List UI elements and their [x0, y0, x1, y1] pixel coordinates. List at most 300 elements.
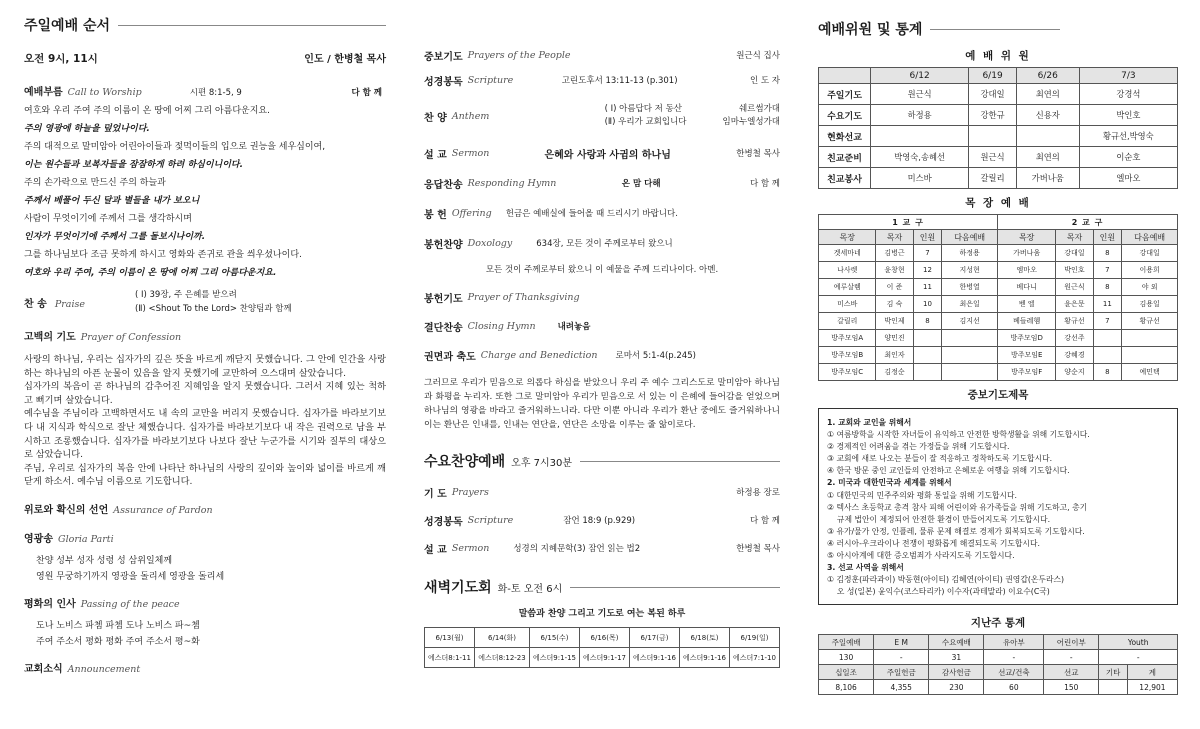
blank-cell — [819, 68, 871, 84]
item-english: Offering — [451, 207, 492, 219]
stats-cell: 12,901 — [1127, 680, 1177, 695]
prayer-item: ⑤ 아시아계에 대한 증오범죄가 사라지도록 기도합시다. — [827, 551, 1015, 561]
parish-cell: 최은일 — [942, 296, 998, 313]
parish-cell: 박인호 — [1056, 262, 1093, 279]
staff-member: 최연의 — [1016, 147, 1079, 168]
call-line: 이는 원수들과 보복자들을 잠잠하게 하려 하심이니이다. — [24, 160, 244, 170]
call-line: 사람이 무엇이기에 주께서 그를 생각하시며 — [24, 214, 192, 224]
prayer-item: ④ 러시아-우크라이나 전쟁이 평화롭게 해결되도록 기도합시다. — [827, 538, 1040, 548]
peace-row — [24, 595, 386, 610]
parish-cell: 박인제 — [876, 313, 913, 330]
parish-cell: 11 — [913, 279, 942, 296]
stats-cell: 계 — [1127, 665, 1177, 680]
item-label: 봉 헌 — [424, 209, 447, 221]
wednesday-title-row — [424, 450, 780, 472]
item-english: Prayers of the People — [467, 49, 571, 61]
order-item — [424, 340, 780, 370]
parish-cell: 강혜경 — [1056, 347, 1093, 364]
order-item — [424, 44, 780, 66]
wednesday-service — [424, 450, 780, 562]
parish-group: 2 교 구 — [998, 215, 1178, 230]
page-title: 주일예배 순서 — [24, 18, 111, 34]
item-detail: 온 맘 다해 — [621, 179, 661, 189]
parish-cell: 방주모임C — [819, 364, 876, 381]
call-line: 주의 손가락으로 만드신 주의 하늘과 — [24, 178, 166, 188]
parish-row — [819, 330, 1178, 347]
item-detail: 고린도후서 13:11-13 (p.301) — [561, 76, 678, 86]
call-to-worship-text — [24, 102, 386, 282]
anthem-lines — [605, 103, 780, 129]
praise-line-1: ( Ⅰ) 39장, 주 은혜를 받으려 — [134, 290, 237, 300]
parish-header-row — [819, 230, 1178, 245]
stats-cell: 선교 — [1044, 665, 1099, 680]
anthem-row — [424, 94, 780, 138]
gloria-line-2: 영원 무궁하기까지 영광을 돌리세 영광을 돌리세 — [36, 571, 225, 582]
parish-cell: 11 — [1093, 296, 1122, 313]
parish-cell: 김병근 — [876, 245, 913, 262]
parish-cell — [942, 330, 998, 347]
item-detail: 성경의 지혜문학(3) 잠언 읽는 법2 — [513, 544, 641, 554]
parish-cell — [913, 347, 942, 364]
staff-member: 가버나움 — [1016, 168, 1079, 189]
parish-cell: 방주모임D — [998, 330, 1056, 347]
section-title — [24, 14, 386, 36]
order-item — [424, 66, 780, 94]
parish-cell: 7 — [1093, 313, 1122, 330]
parish-cell: 8 — [1093, 279, 1122, 296]
parish-cell: 방주모임F — [998, 364, 1056, 381]
dawn-reading: 에스더9:1-16 — [630, 648, 680, 668]
parish-cell: 12 — [913, 262, 942, 279]
staff-row — [819, 84, 1178, 105]
item-label: 성경봉독 — [424, 516, 463, 528]
staff-role: 친교준비 — [819, 147, 871, 168]
parish-cell: 8 — [913, 313, 942, 330]
item-english: Praise — [54, 298, 85, 310]
order-item — [424, 506, 780, 534]
stats-cell: 어린이부 — [1044, 635, 1099, 650]
item-english: Anthem — [451, 110, 490, 122]
stats-row — [819, 635, 1178, 650]
item-label: 설 교 — [424, 149, 447, 161]
parish-cell — [1093, 347, 1122, 364]
item-label: 결단찬송 — [424, 322, 463, 334]
stats-cell: 4,355 — [874, 680, 929, 695]
item-english: Assurance of Pardon — [113, 504, 213, 516]
parish-row — [819, 262, 1178, 279]
parish-header: 인원 — [1093, 230, 1122, 245]
stats-cell: 8,106 — [819, 680, 874, 695]
staff-member: 이순호 — [1079, 147, 1177, 168]
stats-cell — [1099, 680, 1128, 695]
parish-cell: 방주모임A — [819, 330, 876, 347]
order-of-worship-column — [24, 0, 386, 675]
parish-cell: 양순지 — [1056, 364, 1093, 381]
dawn-day: 6/18(토) — [679, 628, 729, 648]
prayer-title: 중보기도제목 — [967, 389, 1029, 401]
parish-cell: 베들레헴 — [998, 313, 1056, 330]
staff-member: 엘마오 — [1079, 168, 1177, 189]
item-person: 한병철 목사 — [736, 149, 780, 159]
parish-header: 다음예배 — [1122, 230, 1178, 245]
stats-cell: 130 — [819, 650, 874, 665]
staff-date: 6/19 — [969, 68, 1017, 84]
service-time-row — [24, 50, 386, 66]
item-label: 권면과 축도 — [424, 351, 476, 363]
order-item — [424, 168, 780, 198]
stats-cell: 150 — [1044, 680, 1099, 695]
stats-cell: 유아부 — [984, 635, 1044, 650]
parish-cell: 윤창현 — [876, 262, 913, 279]
stats-cell: - — [984, 650, 1044, 665]
confession-text — [24, 353, 386, 489]
item-label: 예배부름 — [24, 87, 63, 98]
order-item — [424, 478, 780, 506]
stats-cell: 31 — [929, 650, 984, 665]
parish-cell: 윤은문 — [1056, 296, 1093, 313]
item-label: 설 교 — [424, 544, 447, 556]
anthem-line — [605, 103, 780, 116]
anthem-line — [605, 116, 780, 129]
staff-member — [1016, 126, 1079, 147]
staff-member: 미스바 — [871, 168, 969, 189]
parish-cell: 8 — [1093, 245, 1122, 262]
item-label: 봉헌기도 — [424, 293, 463, 305]
parish-cell: 최인자 — [876, 347, 913, 364]
parish-cell: 황규선 — [1122, 313, 1178, 330]
parish-cell: 양민진 — [876, 330, 913, 347]
parish-cell: 방주모임E — [998, 347, 1056, 364]
parish-cell: 이용희 — [1122, 262, 1178, 279]
parish-cell: 강대일 — [1056, 245, 1093, 262]
prayer-heading: 3. 선교 사역을 위해서 — [827, 563, 904, 573]
staff-member: 강한규 — [969, 105, 1017, 126]
staff-member — [969, 126, 1017, 147]
praise-line-2: (Ⅱ) <Shout To the Lord> 찬양팀과 함께 — [134, 304, 292, 314]
call-to-worship-row — [24, 83, 386, 98]
call-line: 여호와 우리 주여, 주의 이름이 온 땅에 어찌 그리 아름다운지요. — [24, 268, 277, 278]
dawn-day: 6/13(월) — [425, 628, 475, 648]
staff-row — [819, 126, 1178, 147]
gloria-line-1: 찬양 성부 성자 성령 성 삼위일체께 — [36, 555, 173, 566]
parish-cell: 7 — [1093, 262, 1122, 279]
item-detail: 634장, 모든 것이 주께로부터 왔으니 — [536, 239, 673, 249]
stats-cell: - — [1044, 650, 1099, 665]
stats-cell: 십일조 — [819, 665, 874, 680]
item-english: Call to Worship — [67, 87, 142, 98]
parish-cell — [942, 364, 998, 381]
staff-member: 최연의 — [1016, 84, 1079, 105]
item-person: 다 함 께 — [749, 179, 780, 189]
parish-cell: 하정용 — [942, 245, 998, 262]
parish-cell: 10 — [913, 296, 942, 313]
prayer-item: ③ 교회에 새로 나오는 분들이 잘 적응하고 정착하도록 기도합시다. — [827, 454, 1053, 464]
stats-cell: 230 — [929, 680, 984, 695]
prayer-heading: 1. 교회와 교인을 위해서 — [827, 418, 912, 427]
item-label: 위로와 확신의 선언 — [24, 504, 109, 516]
parish-cell — [1093, 330, 1122, 347]
item-person: 다 함 께 — [749, 516, 780, 526]
staff-member: 원근식 — [969, 147, 1017, 168]
dawn-title-row — [424, 576, 780, 598]
call-line: 주께서 베풀어 두신 달과 별들을 내가 보오니 — [24, 196, 200, 206]
item-english: Charge and Benediction — [480, 349, 598, 361]
dawn-day: 6/19(일) — [729, 628, 779, 648]
item-label: 성경봉독 — [424, 76, 463, 88]
stats-cell: 60 — [984, 680, 1044, 695]
item-english: Closing Hymn — [467, 320, 536, 332]
item-english: Announcement — [67, 663, 141, 675]
parish-group: 1 교 구 — [819, 215, 998, 230]
confession-paragraph: 주님, 우리로 십자가의 복음 안에 나타난 하나님의 사랑의 깊이와 높이와 넓이를 바르게 깨닫게 하소서. 예수님 이름으로 기도합니다. — [24, 462, 386, 488]
sermon-column — [424, 0, 780, 668]
dawn-reading: 에스더8:1-11 — [425, 648, 475, 668]
staff-member: 신용자 — [1016, 105, 1079, 126]
dawn-reading: 에스더7:1-10 — [729, 648, 779, 668]
item-english: Prayers — [451, 486, 489, 498]
parish-cell — [942, 347, 998, 364]
parish-cell: 이 준 — [876, 279, 913, 296]
item-label: 영광송 — [24, 533, 53, 545]
staff-row — [819, 147, 1178, 168]
parish-row — [819, 245, 1178, 262]
stats-row — [819, 665, 1178, 680]
parish-cell: 지성현 — [942, 262, 998, 279]
parish-cell — [913, 330, 942, 347]
parish-header: 인원 — [913, 230, 942, 245]
parish-cell: 예민택 — [1122, 364, 1178, 381]
peace-line-1: 도나 노비스 파쳄 파쳄 도나 노비스 파~쳄 — [36, 620, 200, 631]
parish-cell: 황규선 — [1056, 313, 1093, 330]
order-item — [424, 198, 780, 228]
wednesday-time: 오후 7시30분 — [511, 457, 573, 469]
parish-row — [819, 364, 1178, 381]
parish-cell — [913, 364, 942, 381]
item-detail: 헌금은 예배실에 들어올 때 드리시기 바랍니다. — [505, 209, 678, 219]
stats-title: 예배위원 및 통계 — [818, 22, 923, 38]
call-line: 그를 하나님보다 조금 못하게 하시고 영화와 존귀로 관을 씌우셨나이다. — [24, 250, 302, 260]
stats-cell: 주일예배 — [819, 635, 874, 650]
parish-cell: 김 숙 — [876, 296, 913, 313]
item-label: 교회소식 — [24, 663, 63, 675]
parish-header: 목장 — [819, 230, 876, 245]
item-english: Responding Hymn — [467, 177, 557, 189]
dawn-reading: 에스더8:12-23 — [474, 648, 529, 668]
anthem-title-2: (Ⅱ) 우리가 교회입니다 — [604, 117, 687, 127]
parish-cell: 김지선 — [942, 313, 998, 330]
item-label: 찬 양 — [424, 112, 447, 124]
call-line: 여호와 우리 주여 주의 이름이 온 땅에 어찌 그리 아름다운지요. — [24, 106, 270, 116]
parish-table — [818, 214, 1178, 381]
prayer-item: ① 김정훈(파라과이) 박동현(아이티) 김혜연(아이티) 권영갑(온두라스) — [827, 575, 1065, 585]
prayer-item: ① 여름방학을 시작한 자녀들이 유익하고 안전한 방학생활을 위해 기도합시다. — [827, 430, 1090, 440]
anthem-choir-2: 임마누엘성가대 — [722, 117, 780, 127]
staff-member: 강대일 — [969, 84, 1017, 105]
staff-role: 현화선교 — [819, 126, 871, 147]
staff-date: 6/12 — [871, 68, 969, 84]
service-leader: 인도 / 한병철 목사 — [304, 54, 386, 65]
prayer-item: 규제 법안이 제정되어 안전한 환경이 만들어지도록 기도합시다. — [827, 514, 1051, 524]
parish-group-row — [819, 215, 1178, 230]
item-english: Passing of the peace — [80, 598, 180, 610]
service-time: 오전 9시, 11시 — [24, 53, 98, 65]
staff-role: 주일기도 — [819, 84, 871, 105]
stats-cell: 감사헌금 — [929, 665, 984, 680]
item-english: Prayer of Thanksgiving — [467, 291, 580, 303]
stats-cell: 주일헌금 — [874, 665, 929, 680]
item-english: Sermon — [451, 147, 490, 159]
prayer-item: ① 대한민국의 민주주의와 평화 통일을 위해 기도합시다. — [827, 490, 1018, 500]
parish-header: 목자 — [1056, 230, 1093, 245]
item-english: Sermon — [451, 542, 490, 554]
anthem-title-1: ( Ⅰ) 아름답다 저 동산 — [604, 104, 683, 114]
prayer-item: ② 텍사스 초등학교 총격 참사 피해 어린이와 유가족들을 위해 기도하고, 총기 — [827, 502, 1088, 512]
parish-cell — [1122, 347, 1178, 364]
item-label: 봉헌찬양 — [424, 239, 463, 251]
parish-cell: 원근식 — [1056, 279, 1093, 296]
order-item — [424, 138, 780, 168]
confession-paragraph: 사랑의 하나님, 우리는 십자가의 깊은 뜻을 바르게 깨닫지 못했습니다. 그 안에 인간을 사랑하는 하나님의 아픈 눈물이 있음을 알지 못했기에 교만하여 으스대며 살았습니다. — [24, 354, 386, 379]
item-detail: 로마서 5:1-4(p.245) — [615, 351, 696, 361]
dawn-day: 6/15(수) — [530, 628, 580, 648]
parish-cell: 8 — [1093, 364, 1122, 381]
staff-role: 친교봉사 — [819, 168, 871, 189]
item-person: 하정용 장로 — [736, 488, 780, 498]
staff-member: 황규선,박영숙 — [1079, 126, 1177, 147]
stats-cell: 기타 — [1099, 665, 1128, 680]
parish-row — [819, 296, 1178, 313]
dawn-schedule-table — [424, 627, 780, 668]
parish-cell: 야 외 — [1122, 279, 1178, 296]
benediction-text: 그러므로 우리가 믿음으로 의롭다 하심을 받았으니 우리 주 예수 그리스도로 말미암아 하나님과 화평을 누리자. 또한 그로 말미암아 우리가 믿음으로 서 있는 이 은혜에 들어감을 얻었으며 하나님의 영광을 바라고 즐거워하느니라. 다만 이뿐 아니라 우리가 환난 중에도 즐거워하나니 이는 환난은 인내를, 인내는 연단을, 연단은 소망을 이루는 줄 앎이로다. — [424, 378, 780, 430]
dawn-reading: 에스더9:1-17 — [580, 648, 630, 668]
stats-column — [818, 0, 1178, 695]
order-items — [424, 44, 780, 432]
item-english: Prayer of Confession — [80, 332, 182, 343]
parish-cell: 가버나움 — [998, 245, 1056, 262]
announcement-row — [24, 660, 386, 675]
parish-cell: 강대일 — [1122, 245, 1178, 262]
dawn-prayer — [424, 576, 780, 668]
order-item — [424, 282, 780, 312]
dawn-title: 새벽기도회 — [424, 580, 492, 596]
item-label: 고백의 기도 — [24, 332, 76, 343]
staff-member: 강경석 — [1079, 84, 1177, 105]
prayer-item: ② 경제적인 어려움을 겪는 가정들을 위해 기도합시다. — [827, 442, 1010, 452]
item-english: Scripture — [467, 514, 514, 526]
staff-table — [818, 67, 1178, 189]
staff-member — [871, 126, 969, 147]
pardon-row — [24, 501, 386, 516]
item-person: 한병철 목사 — [736, 544, 780, 554]
item-english: Scripture — [467, 74, 514, 86]
call-line: 주의 대적으로 말미암아 어린아이들과 젖먹이들의 입으로 권능을 세우심이여, — [24, 142, 326, 152]
wednesday-items — [424, 478, 780, 562]
parish-row — [819, 347, 1178, 364]
item-person: 인 도 자 — [749, 76, 780, 86]
item-label: 응답찬송 — [424, 179, 463, 191]
staff-member: 박영숙,송혜선 — [871, 147, 969, 168]
item-label: 찬 송 — [24, 298, 47, 310]
stats-cell: E M — [874, 635, 929, 650]
prayer-box — [818, 408, 1178, 605]
parish-cell: 김용일 — [1122, 296, 1178, 313]
staff-member: 갈릴리 — [969, 168, 1017, 189]
weekly-stats-title: 지난주 통계 — [970, 617, 1026, 630]
wednesday-title: 수요찬양예배 — [424, 454, 506, 470]
dawn-reading: 에스더9:1-16 — [679, 648, 729, 668]
parish-cell: 벧 엘 — [998, 296, 1056, 313]
parish-cell: 엠마오 — [998, 262, 1056, 279]
staff-title: 예 배 위 원 — [965, 50, 1031, 62]
staff-member: 하정용 — [871, 105, 969, 126]
parish-cell: 미스바 — [819, 296, 876, 313]
item-person: 원근식 집사 — [736, 51, 780, 61]
item-english: Gloria Parti — [57, 533, 114, 545]
anthem-choir-1: 쉐르썸가대 — [738, 104, 780, 114]
parish-cell: 방주모임B — [819, 347, 876, 364]
dawn-time: 화-토 오전 6시 — [497, 583, 563, 595]
staff-date: 6/26 — [1016, 68, 1079, 84]
parish-cell: 갈릴리 — [819, 313, 876, 330]
call-line: 주의 영광에 하늘을 덮었나이다. — [24, 124, 150, 134]
parish-header: 다음예배 — [942, 230, 998, 245]
call-line: 인자가 무엇이기에 주께서 그를 돌보시나이까. — [24, 232, 206, 242]
parish-cell: 김정순 — [876, 364, 913, 381]
staff-header-row — [819, 68, 1178, 84]
item-reference: 시편 8:1-5, 9 — [189, 88, 242, 98]
dawn-day: 6/17(금) — [630, 628, 680, 648]
order-item — [424, 312, 780, 340]
parish-header: 목자 — [876, 230, 913, 245]
stats-cell: - — [1099, 650, 1178, 665]
parish-cell: 겟세마네 — [819, 245, 876, 262]
prayer-item: 오 성(일본) 윤익수(코스타리카) 이수자(과테말라) 이요수(C국) — [827, 587, 1050, 597]
gloria-row — [24, 530, 386, 545]
order-item — [424, 228, 780, 258]
item-detail: 내려놓음 — [557, 322, 591, 332]
staff-member: 원근식 — [871, 84, 969, 105]
item-english: Doxology — [467, 237, 513, 249]
dawn-day: 6/14(화) — [474, 628, 529, 648]
parish-cell: 7 — [913, 245, 942, 262]
staff-row — [819, 168, 1178, 189]
parish-cell: 강선주 — [1056, 330, 1093, 347]
stats-section-title — [818, 18, 1178, 40]
order-item — [424, 534, 780, 562]
staff-member: 박인호 — [1079, 105, 1177, 126]
stats-cell: 수요예배 — [929, 635, 984, 650]
peace-line-2: 주여 주소서 평화 평화 주여 주소서 평~화 — [36, 636, 200, 647]
confession-paragraph: 십자가의 복음이 곧 하나님의 감추어진 지혜임을 알지 못했습니다. 그러서 지혜 있는 척하고 뻐기며 살았습니다. — [24, 381, 386, 406]
staff-role: 수요기도 — [819, 105, 871, 126]
item-label: 기 도 — [424, 488, 447, 500]
item-label: 평화의 인사 — [24, 598, 76, 610]
parish-row — [819, 313, 1178, 330]
stats-cell: Youth — [1099, 635, 1178, 650]
praise-row — [24, 288, 386, 316]
parish-cell — [1122, 330, 1178, 347]
prayer-item: ③ 유가/물가 안정, 인플레, 물류 문제 해결로 경제가 회복되도록 기도합시다. — [827, 526, 1085, 536]
parish-cell: 예루살렘 — [819, 279, 876, 296]
weekly-stats-table — [818, 634, 1178, 695]
parish-header: 목장 — [998, 230, 1056, 245]
item-person: 다 함 께 — [351, 88, 382, 98]
staff-row — [819, 105, 1178, 126]
item-label: 중보기도 — [424, 51, 463, 63]
parish-cell: 나사렛 — [819, 262, 876, 279]
doxology-text: 모든 것이 주께로부터 왔으니 이 예물을 주께 드리나이다. 아멘. — [485, 265, 719, 275]
